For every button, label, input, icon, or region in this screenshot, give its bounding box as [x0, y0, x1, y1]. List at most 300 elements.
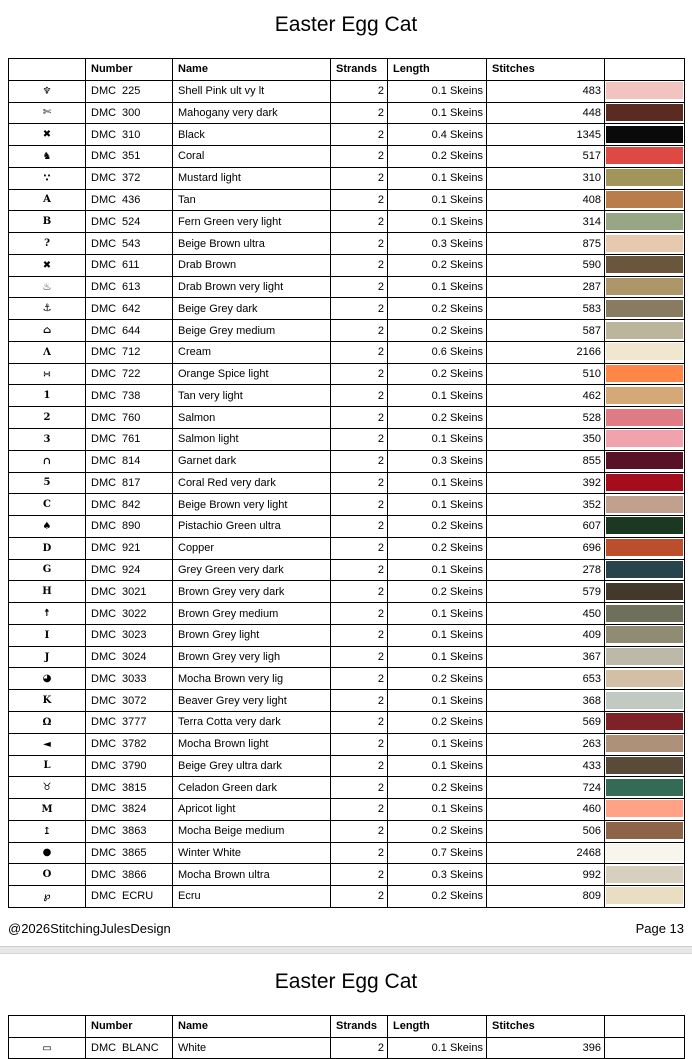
- stitches-value: 408: [487, 189, 605, 211]
- dmc-brand: DMC: [91, 259, 117, 272]
- house-icon: ⌂: [9, 320, 86, 342]
- digit-3-icon: 3: [9, 429, 86, 451]
- thread-name: Beige Brown very light: [173, 494, 331, 516]
- dmc-number: [86, 777, 173, 799]
- stitches-value: 409: [487, 624, 605, 646]
- dmc-brand: DMC: [91, 520, 117, 533]
- stitches-value: 278: [487, 559, 605, 581]
- dmc-brand: DMC: [91, 498, 117, 511]
- table-row: [9, 668, 685, 690]
- strands-value: 2: [331, 407, 388, 429]
- dmc-code: 3865: [122, 846, 147, 859]
- strands-value: 2: [331, 363, 388, 385]
- length-value: 0.1 Skeins: [388, 559, 487, 581]
- length-value: 0.2 Skeins: [388, 886, 487, 908]
- letter-a-icon: A: [9, 189, 86, 211]
- color-swatch-fill: [606, 539, 683, 556]
- dmc-number: [86, 559, 173, 581]
- color-swatch-fill: [606, 779, 683, 796]
- stitches-value: 992: [487, 864, 605, 886]
- column-header-length: Length: [388, 1015, 487, 1037]
- color-swatch-fill: [606, 822, 683, 839]
- thread-name: Mocha Brown very lig: [173, 668, 331, 690]
- taurus-icon: ♉: [9, 777, 86, 799]
- up-arrow-from-bar-icon: ↥: [9, 820, 86, 842]
- dmc-brand: DMC: [91, 803, 117, 816]
- strands-value: 2: [331, 668, 388, 690]
- table-row: [9, 254, 685, 276]
- letter-g-icon: G: [9, 559, 86, 581]
- color-swatch: [605, 211, 685, 233]
- color-swatch-fill: [606, 474, 683, 491]
- stitches-value: 367: [487, 646, 605, 668]
- dmc-code: 712: [122, 346, 141, 359]
- table-row: [9, 429, 685, 451]
- color-swatch: [605, 472, 685, 494]
- strands-value: 2: [331, 581, 388, 603]
- dmc-number: [86, 80, 173, 102]
- thread-name: White: [173, 1037, 331, 1059]
- thread-name: Winter White: [173, 842, 331, 864]
- color-swatch-fill: [606, 343, 683, 360]
- table-row: [9, 603, 685, 625]
- arc-icon: ∩: [9, 450, 86, 472]
- table-row: [9, 646, 685, 668]
- length-value: 0.1 Skeins: [388, 690, 487, 712]
- dmc-code: 3863: [122, 825, 147, 838]
- dmc-code: 3033: [122, 672, 147, 685]
- strands-value: 2: [331, 624, 388, 646]
- table-row: [9, 167, 685, 189]
- color-swatch-fill: [606, 169, 683, 186]
- page-title: Easter Egg Cat: [274, 13, 418, 36]
- color-swatch: [605, 755, 685, 777]
- dmc-code: 3021: [122, 585, 147, 598]
- length-value: 0.4 Skeins: [388, 124, 487, 146]
- color-swatch: [605, 233, 685, 255]
- dmc-brand: DMC: [91, 389, 117, 402]
- color-swatch-fill: [606, 517, 683, 534]
- thread-name: Salmon: [173, 407, 331, 429]
- color-swatch-fill: [606, 278, 683, 295]
- dmc-number: [86, 320, 173, 342]
- dmc-number: [86, 276, 173, 298]
- dmc-code: 738: [122, 389, 141, 402]
- dmc-number: [86, 668, 173, 690]
- color-swatch: [605, 1037, 685, 1059]
- strands-value: 2: [331, 167, 388, 189]
- thread-name: Black: [173, 124, 331, 146]
- color-swatch: [605, 603, 685, 625]
- stitches-value: 310: [487, 167, 605, 189]
- footer-credit: @2026StitchingJulesDesign: [8, 920, 171, 936]
- color-swatch: [605, 363, 685, 385]
- dmc-code: BLANC: [122, 1042, 159, 1054]
- color-swatch-fill: [606, 452, 683, 469]
- dmc-brand: DMC: [91, 607, 117, 620]
- heavy-x-icon: ✖: [9, 254, 86, 276]
- dmc-brand: DMC: [91, 825, 117, 838]
- dmc-code: 3777: [122, 716, 147, 729]
- circle-quadrant-icon: ◕: [9, 668, 86, 690]
- length-value: 0.2 Skeins: [388, 668, 487, 690]
- table-row: [9, 494, 685, 516]
- table-row: [9, 690, 685, 712]
- strands-value: 2: [331, 189, 388, 211]
- column-header-length: Length: [388, 59, 487, 81]
- table-row: [9, 276, 685, 298]
- stitches-value: 506: [487, 820, 605, 842]
- color-swatch: [605, 559, 685, 581]
- color-swatch: [605, 385, 685, 407]
- color-swatch: [605, 189, 685, 211]
- dmc-brand: DMC: [91, 368, 117, 381]
- strands-value: 2: [331, 341, 388, 363]
- color-swatch-fill: [606, 300, 683, 317]
- length-value: 0.1 Skeins: [388, 799, 487, 821]
- strands-value: 2: [331, 755, 388, 777]
- table-row: [9, 842, 685, 864]
- thread-name: Beaver Grey very light: [173, 690, 331, 712]
- color-swatch: [605, 820, 685, 842]
- thread-name: Beige Brown ultra: [173, 233, 331, 255]
- dmc-number: [86, 799, 173, 821]
- length-value: 0.2 Skeins: [388, 820, 487, 842]
- thread-name: Brown Grey light: [173, 624, 331, 646]
- column-header-stitches: Stitches: [487, 59, 605, 81]
- thread-name: Mocha Beige medium: [173, 820, 331, 842]
- dmc-brand: DMC: [91, 150, 117, 163]
- color-swatch: [605, 690, 685, 712]
- stitches-value: 579: [487, 581, 605, 603]
- stitches-value: 263: [487, 733, 605, 755]
- table-row: [9, 755, 685, 777]
- strands-value: 2: [331, 233, 388, 255]
- thread-name: Mustard light: [173, 167, 331, 189]
- dmc-number: [86, 494, 173, 516]
- color-swatch: [605, 146, 685, 168]
- color-swatch: [605, 777, 685, 799]
- letter-j-icon: J: [9, 646, 86, 668]
- letter-c-icon: C: [9, 494, 86, 516]
- length-value: 0.1 Skeins: [388, 472, 487, 494]
- color-swatch-fill: [606, 692, 683, 709]
- dmc-code: 351: [122, 150, 141, 163]
- column-header-number: Number: [86, 59, 173, 81]
- lambda-icon: Λ: [9, 341, 86, 363]
- stitches-value: 368: [487, 690, 605, 712]
- color-swatch: [605, 450, 685, 472]
- column-header-strands: Strands: [331, 59, 388, 81]
- color-swatch: [605, 276, 685, 298]
- color-swatch: [605, 864, 685, 886]
- strands-value: 2: [331, 276, 388, 298]
- strands-value: 2: [331, 777, 388, 799]
- stitches-value: 855: [487, 450, 605, 472]
- thread-name: Salmon light: [173, 429, 331, 451]
- color-swatch-fill: [606, 887, 683, 904]
- dmc-brand: DMC: [91, 651, 117, 664]
- stitches-value: 1345: [487, 124, 605, 146]
- dmc-code: 642: [122, 302, 141, 315]
- thread-name: Fern Green very light: [173, 211, 331, 233]
- dmc-number: [86, 298, 173, 320]
- length-value: 0.2 Skeins: [388, 516, 487, 538]
- heavy-x-icon: ✖: [9, 124, 86, 146]
- page-2: [0, 954, 692, 1059]
- thread-name: Grey Green very dark: [173, 559, 331, 581]
- strands-value: 2: [331, 864, 388, 886]
- dmc-code: 310: [122, 128, 141, 141]
- length-value: 0.1 Skeins: [388, 80, 487, 102]
- dmc-number: [86, 842, 173, 864]
- length-value: 0.1 Skeins: [388, 624, 487, 646]
- color-swatch-fill: [606, 735, 683, 752]
- dmc-number: [86, 189, 173, 211]
- length-value: 0.1 Skeins: [388, 167, 487, 189]
- dmc-code: 3072: [122, 694, 147, 707]
- thread-name: Coral Red very dark: [173, 472, 331, 494]
- color-swatch-fill: [606, 213, 683, 230]
- dmc-number: [86, 363, 173, 385]
- thread-name: Drab Brown very light: [173, 276, 331, 298]
- anchor-icon: ⚓: [9, 298, 86, 320]
- stitches-value: 462: [487, 385, 605, 407]
- dmc-brand: DMC: [91, 128, 117, 141]
- letter-m-icon: M: [9, 799, 86, 821]
- length-value: 0.7 Skeins: [388, 842, 487, 864]
- column-header-color: [605, 59, 685, 81]
- strands-value: 2: [331, 1037, 388, 1059]
- table-row: [9, 1037, 685, 1059]
- color-swatch: [605, 80, 685, 102]
- color-swatch: [605, 167, 685, 189]
- letter-o-icon: O: [9, 864, 86, 886]
- length-value: 0.1 Skeins: [388, 755, 487, 777]
- strands-value: 2: [331, 254, 388, 276]
- dmc-brand: DMC: [91, 237, 117, 250]
- strands-value: 2: [331, 298, 388, 320]
- dmc-code: 3024: [122, 651, 147, 664]
- footer-page-number: Page 13: [635, 920, 684, 936]
- dmc-number: [86, 537, 173, 559]
- thread-name: Celadon Green dark: [173, 777, 331, 799]
- thread-name: Orange Spice light: [173, 363, 331, 385]
- color-swatch: [605, 494, 685, 516]
- table-row: [9, 624, 685, 646]
- stitches-value: 607: [487, 516, 605, 538]
- dmc-brand: DMC: [91, 193, 117, 206]
- stitches-value: 2468: [487, 842, 605, 864]
- length-value: 0.1 Skeins: [388, 189, 487, 211]
- stitches-value: 724: [487, 777, 605, 799]
- dmc-number: [86, 124, 173, 146]
- dmc-brand: DMC: [91, 781, 117, 794]
- scissors-icon: ✄: [9, 102, 86, 124]
- dmc-number: [86, 646, 173, 668]
- stitches-value: 587: [487, 320, 605, 342]
- table-row: [9, 102, 685, 124]
- stitches-value: 460: [487, 799, 605, 821]
- length-value: 0.1 Skeins: [388, 211, 487, 233]
- color-swatch-fill: [606, 235, 683, 252]
- thread-name: Shell Pink ult vy lt: [173, 80, 331, 102]
- table-row: [9, 233, 685, 255]
- column-header-name: Name: [173, 1015, 331, 1037]
- sprout-icon: ♆: [9, 80, 86, 102]
- digit-1-icon: 1: [9, 385, 86, 407]
- dmc-code: 613: [122, 281, 141, 294]
- letter-d-icon: D: [9, 537, 86, 559]
- strands-value: 2: [331, 559, 388, 581]
- dmc-code: 924: [122, 563, 141, 576]
- color-swatch-fill: [606, 191, 683, 208]
- column-header-name: Name: [173, 59, 331, 81]
- dmc-code: 524: [122, 215, 141, 228]
- digit-2-icon: 2: [9, 407, 86, 429]
- color-swatch: [605, 733, 685, 755]
- thread-name: Beige Grey medium: [173, 320, 331, 342]
- dmc-brand: DMC: [91, 324, 117, 337]
- color-swatch-fill: [606, 757, 683, 774]
- dmc-number: [86, 733, 173, 755]
- length-value: 0.1 Skeins: [388, 102, 487, 124]
- dmc-number: [86, 254, 173, 276]
- length-value: 0.1 Skeins: [388, 733, 487, 755]
- table-row: [9, 516, 685, 538]
- dmc-number: [86, 472, 173, 494]
- color-swatch-fill: [606, 561, 683, 578]
- table-row: [9, 711, 685, 733]
- dmc-code: 644: [122, 324, 141, 337]
- thread-name: Copper: [173, 537, 331, 559]
- color-swatch-fill: [606, 713, 683, 730]
- dmc-code: 761: [122, 433, 141, 446]
- length-value: 0.1 Skeins: [388, 429, 487, 451]
- color-swatch: [605, 624, 685, 646]
- dmc-number: [86, 429, 173, 451]
- stitches-value: 528: [487, 407, 605, 429]
- dmc-number: [86, 167, 173, 189]
- table-row: [9, 799, 685, 821]
- dmc-code: 817: [122, 476, 141, 489]
- table-row: [9, 80, 685, 102]
- dmc-brand: DMC: [91, 868, 117, 881]
- stitches-value: 809: [487, 886, 605, 908]
- dmc-code: 3815: [122, 781, 147, 794]
- dmc-code: 3023: [122, 629, 147, 642]
- strands-value: 2: [331, 690, 388, 712]
- color-swatch: [605, 668, 685, 690]
- table-row: [9, 320, 685, 342]
- color-swatch-fill: [606, 82, 683, 99]
- thread-name: Tan very light: [173, 385, 331, 407]
- column-header-color: [605, 1015, 685, 1037]
- dmc-brand: DMC: [91, 302, 117, 315]
- dmc-brand: DMC: [91, 716, 117, 729]
- color-swatch-fill: [606, 387, 683, 404]
- stitches-value: 590: [487, 254, 605, 276]
- dmc-number: [86, 450, 173, 472]
- stitches-value: 696: [487, 537, 605, 559]
- strands-value: 2: [331, 102, 388, 124]
- dmc-code: 543: [122, 237, 141, 250]
- dmc-number: [86, 864, 173, 886]
- filled-circle-icon: ●: [9, 842, 86, 864]
- dmc-number: [86, 407, 173, 429]
- strands-value: 2: [331, 646, 388, 668]
- color-swatch: [605, 102, 685, 124]
- color-swatch: [605, 886, 685, 908]
- dmc-brand: DMC: [91, 455, 117, 468]
- stitches-value: 396: [487, 1037, 605, 1059]
- color-swatch-fill: [606, 322, 683, 339]
- dmc-code: 814: [122, 455, 141, 468]
- length-value: 0.1 Skeins: [388, 603, 487, 625]
- dmc-number: [86, 581, 173, 603]
- knight-icon: ♞: [9, 146, 86, 168]
- color-swatch-fill: [606, 430, 683, 447]
- table-row: [9, 450, 685, 472]
- table-row: [9, 385, 685, 407]
- strands-value: 2: [331, 80, 388, 102]
- dmc-number: [86, 755, 173, 777]
- page-footer: [8, 921, 684, 937]
- color-swatch: [605, 341, 685, 363]
- stitches-value: 510: [487, 363, 605, 385]
- dmc-brand: DMC: [91, 694, 117, 707]
- dmc-number: [86, 146, 173, 168]
- letter-b-icon: B: [9, 211, 86, 233]
- table-row: [9, 146, 685, 168]
- thread-name: Beige Grey ultra dark: [173, 755, 331, 777]
- table-row: [9, 777, 685, 799]
- dmc-number: [86, 886, 173, 908]
- length-value: 0.1 Skeins: [388, 1037, 487, 1059]
- dmc-number: [86, 211, 173, 233]
- dmc-code: 611: [122, 259, 140, 272]
- dmc-brand: DMC: [91, 672, 117, 685]
- thread-name: Tan: [173, 189, 331, 211]
- strands-value: 2: [331, 494, 388, 516]
- stitches-value: 448: [487, 102, 605, 124]
- dmc-brand: DMC: [91, 1042, 117, 1054]
- page-separator: [0, 946, 692, 954]
- stitches-value: 583: [487, 298, 605, 320]
- left-pointer-icon: ◄: [9, 733, 86, 755]
- thread-name: Ecru: [173, 886, 331, 908]
- dmc-code: 760: [122, 411, 141, 424]
- digit-5-icon: 5: [9, 472, 86, 494]
- color-swatch: [605, 842, 685, 864]
- color-swatch-fill: [606, 147, 683, 164]
- stitches-value: 875: [487, 233, 605, 255]
- strands-value: 2: [331, 842, 388, 864]
- script-p-icon: ℘: [9, 886, 86, 908]
- color-swatch: [605, 320, 685, 342]
- column-header-symbol: [9, 1015, 86, 1037]
- dmc-brand: DMC: [91, 585, 117, 598]
- color-swatch: [605, 298, 685, 320]
- dmc-code: 921: [122, 542, 141, 555]
- length-value: 0.1 Skeins: [388, 385, 487, 407]
- table-row: [9, 733, 685, 755]
- letter-l-icon: L: [9, 755, 86, 777]
- color-swatch-fill: [606, 800, 683, 817]
- dmc-brand: DMC: [91, 215, 117, 228]
- strands-value: 2: [331, 146, 388, 168]
- proportion-dots-icon: ∺: [9, 363, 86, 385]
